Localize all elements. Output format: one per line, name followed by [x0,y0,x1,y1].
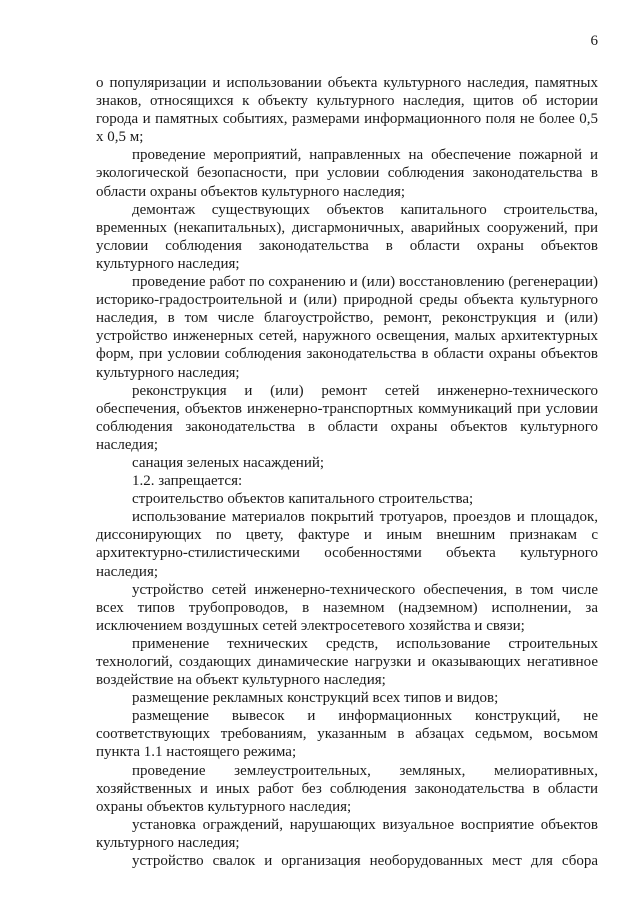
section-heading: 1.2. запрещается: [132,473,243,490]
paragraph: размещение рекламных конструкций всех типов и видов; [132,690,499,707]
paragraph: реконструкция и (или) ремонт сетей инженерно-технического обеспечения, объектов инженерно-транспортных коммуникаций при условии соблюдения законодательства в области охраны объектов культурного наследия; [96,382,598,453]
paragraph: размещение вывесок и информационных конструкций, не соответствующих требованиям, указанным в абзацах седьмом, восьмом пункта 1.1 настоящего режима; [96,708,598,761]
paragraph: устройство свалок и организация необорудованных мест для сбора [132,853,598,870]
page-number: 6 [590,33,598,49]
paragraph: проведение мероприятий, направленных на обеспечение пожарной и экологической безопасности, при условии соблюдения законодательства в области охраны объектов культурного наследия; [96,147,598,200]
paragraph: строительство объектов капитального строительства; [132,491,474,508]
paragraph: демонтаж существующих объектов капитального строительства, временных (некапитальных), дисгармоничных, аварийных сооружений, при условии соблюдения законодательства в области охраны объектов культурного наследия; [96,201,598,272]
document-body [96,74,598,870]
paragraph: о популяризации и использовании объекта культурного наследия, памятных знаков, относящихся к объекту культурного наследия, щитов об истории города и памятных событиях, размерами информационного поля не более 0,5 х 0,5 м; [96,75,598,146]
paragraph: устройство сетей инженерно-технического обеспечения, в том числе всех типов трубопроводов, в наземном (надземном) исполнении, за исключением воздушных сетей электросетевого хозяйства и связи; [96,581,598,634]
paragraph: проведение работ по сохранению и (или) восстановлению (регенерации) историко-градостроительной и (или) природной среды объекта культурного наследия, в том числе благоустройство, ремонт, реконструкция и (или) устройство инженерных сетей, наружного освещения, малых архитектурных форм, при условии соблюдения законодательства в области охраны объектов культурного наследия; [96,274,598,381]
paragraph: проведение землеустроительных, земляных, мелиоративных, хозяйственных и иных работ без соблюдения законодательства в области охраны объектов культурного наследия; [96,762,598,815]
paragraph: применение технических средств, использование строительных технологий, создающих динамические нагрузки и оказывающих негативное воздействие на объект культурного наследия; [96,635,598,689]
paragraph: санация зеленых насаждений; [132,454,325,471]
paragraph: использование материалов покрытий тротуаров, проездов и площадок, диссонирующих по цвету, фактуре и иным внешним признакам с архитектурно-стилистическими особенностями объекта культурного наследия; [96,509,598,580]
paragraph: установка ограждений, нарушающих визуальное восприятие объектов культурного наследия; [96,816,598,851]
